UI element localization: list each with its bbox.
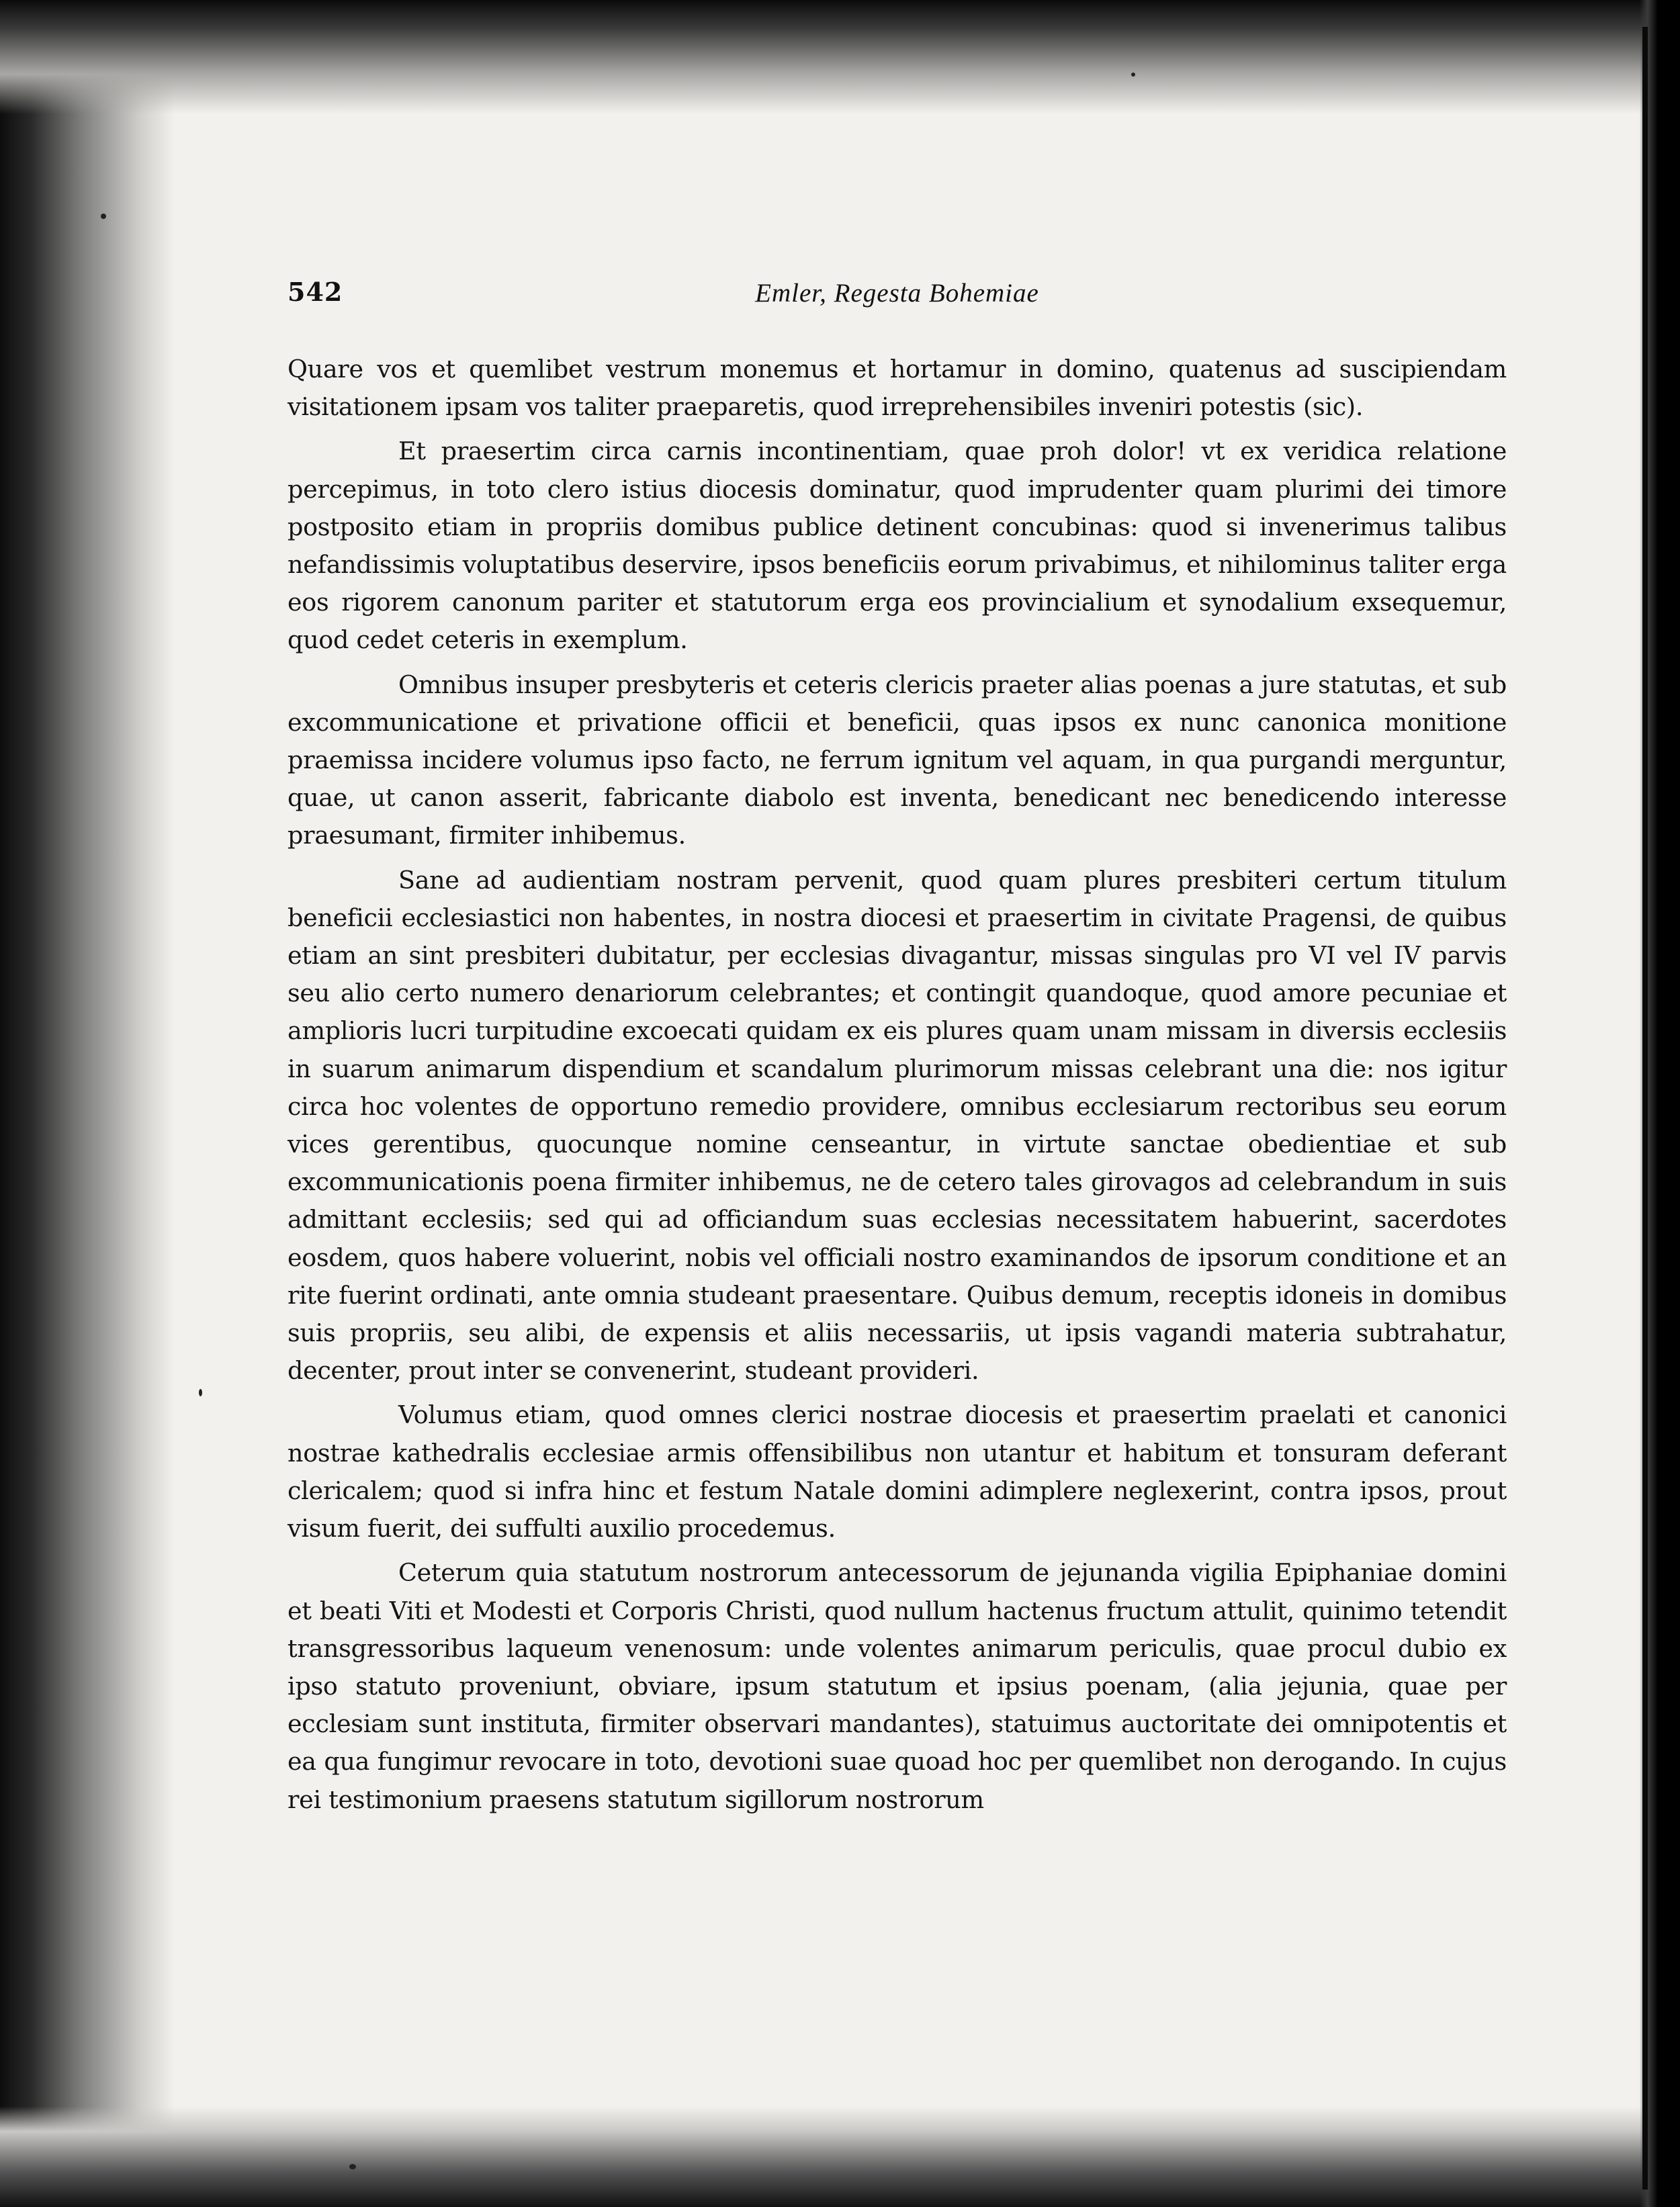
dust-speck xyxy=(349,2164,356,2169)
body-text xyxy=(288,351,1507,1826)
scan-border-right xyxy=(1642,27,1648,2190)
paragraph: Et praesertim circa carnis incontinentiam, quae proh dolor! vt ex veridica relatione percepimus, in toto clero istius diocesis dominatur, quod imprudenter quam plurimi dei timore postposito etiam in propriis domibus publice detinent concubinas: quod si invenerimus talibus nefandissimis voluptatibus deservire, ipsos beneficiis eorum privabimus, et nihilominus taliter erga eos rigorem canonum pariter et statutorum erga eos provincialium et synodalium exsequemur, quod cedet ceteris in exemplum. xyxy=(288,437,1507,655)
dust-speck xyxy=(1131,73,1135,77)
scan-shadow-bottom xyxy=(0,2106,1680,2207)
page-number: 542 xyxy=(288,277,343,307)
paragraph: Omnibus insuper presbyteris et ceteris clericis praeter alias poenas a jure statutas, et sub excommunicatione et privatione officii et beneficii, quas ipsos ex nunc canonica monitione praemissa incidere volumus ipso facto, ne ferrum ignitum vel aquam, in qua purgandi merguntur, quae, ut canon asserit, fabricante diabolo est inventa, benedicant nec benedicendo interesse praesumant, firmiter inhibemus. xyxy=(288,670,1507,850)
dust-speck xyxy=(199,1389,202,1396)
dust-speck xyxy=(101,214,106,219)
paragraph: Sane ad audientiam nostram pervenit, quod quam plures presbiteri certum titulum beneficii ecclesiastici non habentes, in nostra diocesi et praesertim in civitate Pragensi, de quibus etiam an sint presbiteri dubitatur, per ecclesias divagantur, missas singulas pro VI vel IV parvis seu alio certo numero denariorum celebrantes; et contingit quandoque, quod amore pecuniae et amplioris lucri turpitudine excoecati quidam ex eis plures quam unam missam in diversis ecclesiis in suarum animarum dispendium et scandalum plurimorum missas celebrant una die: nos igitur circa hoc volentes de opportuno remedio providere, omnibus ecclesiarum rectoribus seu eorum vices gerentibus, quocunque nomine censeantur, in virtute sanctae obedientiae et sub excommunicationis poena firmiter inhibemus, ne de cetero tales girovagos ad celebrandum in suis admittant ecclesiis; sed qui ad officiandum suas ecclesias necessitatem habuerint, sacerdotes eosdem, quos habere voluerint, nobis vel officiali nostro examinandos de ipsorum conditione et an rite fuerint ordinati, ante omnia studeant praesentare. Quibus demum, receptis idoneis in domibus suis propriis, seu alibi, de expensis et aliis necessariis, ut ipsis vagandi materia subtrahatur, decenter, prout inter se convenerint, studeant provideri. xyxy=(288,865,1507,1386)
page-header xyxy=(288,277,1507,317)
paragraph: Quare vos et quemlibet vestrum monemus et hortamur in domino, quatenus ad suscipiendam visitationem ipsam vos taliter praeparetis, quod irreprehensibiles inveniri potestis (sic). xyxy=(288,355,1507,422)
scan-shadow-top xyxy=(0,0,1680,114)
running-title: Emler, Regesta Bohemiae xyxy=(755,279,1039,308)
paragraph: Volumus etiam, quod omnes clerici nostrae diocesis et praesertim praelati et canonici nostrae kathedralis ecclesiae armis offensibilibus non utantur et habitum et tonsuram deferant clericalem; quod si infra hinc et festum Natale domini adimplere neglexerint, contra ipsos, prout visum fuerit, dei suffulti auxilio procedemus. xyxy=(288,1400,1507,1543)
scan-shadow-left xyxy=(0,0,175,2207)
paragraph: Ceterum quia statutum nostrorum antecessorum de jejunanda vigilia Epiphaniae domini et beati Viti et Modesti et Corporis Christi, quod nullum hactenus fructum attulit, quinimo tetendit transgressoribus laqueum venenosum: unde volentes animarum periculis, quae procul dubio ex ipso statuto proveniunt, obviare, ipsum statutum et ipsius poenam, (alia jejunia, quae per ecclesiam sunt instituta, firmiter observari mandantes), statuimus auctoritate dei omnipotentis et ea qua fungimur revocare in toto, devotioni suae quoad hoc per quemlibet non derogando. In cujus rei testimonium praesens statutum sigillorum nostrorum xyxy=(288,1558,1507,1814)
